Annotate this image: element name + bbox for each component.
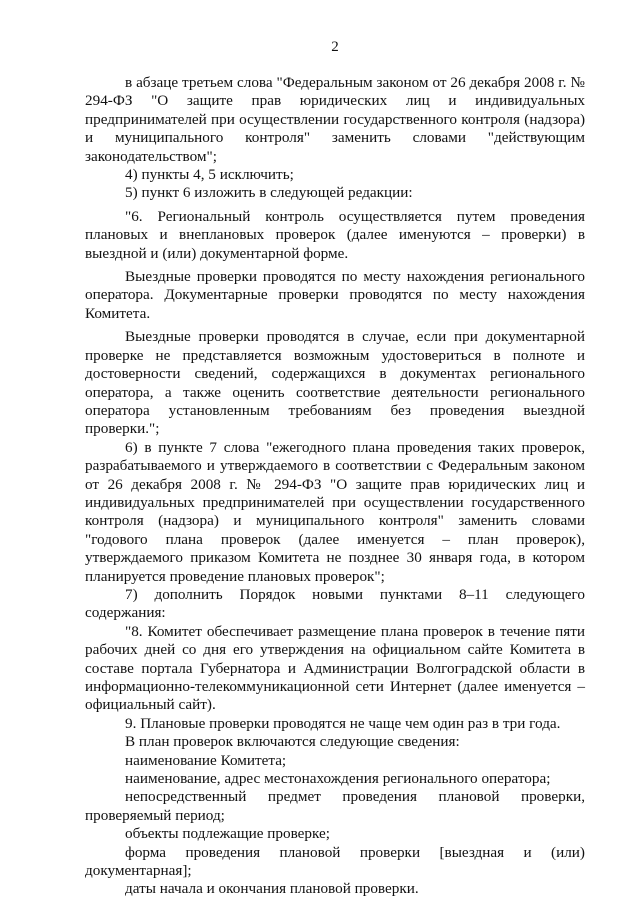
paragraph-item-6-point-7: 6) в пункте 7 слова "ежегодного плана проведения таких проверок, разрабатываемого и утверждаемого в соответствии с Федеральным законом от 26 декабря 2008 г. № 294-ФЗ "О защите прав юридических лиц и индивидуальных предпринимателей при осуществлении государственного контроля (надзора) и муниципального контроля" заменить словами "годового плана проверок (далее именуется – план проверок), утверждаемого приказом Комитета не позднее 30 января года, в котором планируется проведение плановых проверок"; <box>85 438 585 585</box>
list-item-form: форма проведения плановой проверки [выездная и (или) документарная]; <box>85 843 585 880</box>
paragraph-amendment-para3: в абзаце третьем слова "Федеральным законом от 26 декабря 2008 г. № 294-ФЗ "О защите прав юридических лиц и индивидуальных предпринимателей при осуществлении государственного контроля (надзора) и муниципального контроля" заменить словами "действующим законодательством"; <box>85 74 585 165</box>
list-item-committee-name: наименование Комитета; <box>125 751 287 769</box>
paragraph-point-9: 9. Плановые проверки проводятся не чаще чем один раз в три года. <box>125 714 561 732</box>
paragraph-item-6-intro: 5) пункт 6 изложить в следующей редакции: <box>125 184 413 202</box>
list-item-dates: даты начала и окончания плановой проверки. <box>125 880 419 898</box>
paragraph-field-inspections: Выездные проверки проводятся по месту нахождения регионального оператора. Документарные проверки проводятся по месту нахождения Комитета. <box>85 268 585 322</box>
paragraph-item-7: 7) дополнить Порядок новыми пунктами 8–11 следующего содержания: <box>85 585 585 622</box>
paragraph-field-inspection-cases: Выездные проверки проводятся в случае, если при документарной проверке не представляется возможным удостовериться в полноте и достоверности сведений, содержащихся в документах регионального оператора, а также оценить соответствие деятельности регионального оператора установленным требованиям без проведения выездной проверки."; <box>85 328 585 438</box>
paragraph-point-8: "8. Комитет обеспечивает размещение плана проверок в течение пяти рабочих дней со дня его утверждения на официальном сайте Комитета в составе портала Губернатора и Администрации Волгоградской области в информационно-телекоммуникационной сети Интернет (далее именуется – официальный сайт). <box>85 622 585 714</box>
paragraph-plan-info: В план проверок включаются следующие сведения: <box>125 733 460 751</box>
list-item-objects: объекты подлежащие проверке; <box>125 825 330 843</box>
paragraph-item-4-5: 4) пункты 4, 5 исключить; <box>125 166 294 184</box>
list-item-operator-address: наименование, адрес местонахождения регионального оператора; <box>125 770 551 788</box>
paragraph-point-6: "6. Региональный контроль осуществляется путем проведения плановых и внеплановых проверок (далее именуются – проверки) в выездной и (или) документарной форме. <box>85 207 585 262</box>
list-item-subject-period: непосредственный предмет проведения плановой проверки, проверяемый период; <box>85 788 585 824</box>
page-number: 2 <box>331 39 339 55</box>
